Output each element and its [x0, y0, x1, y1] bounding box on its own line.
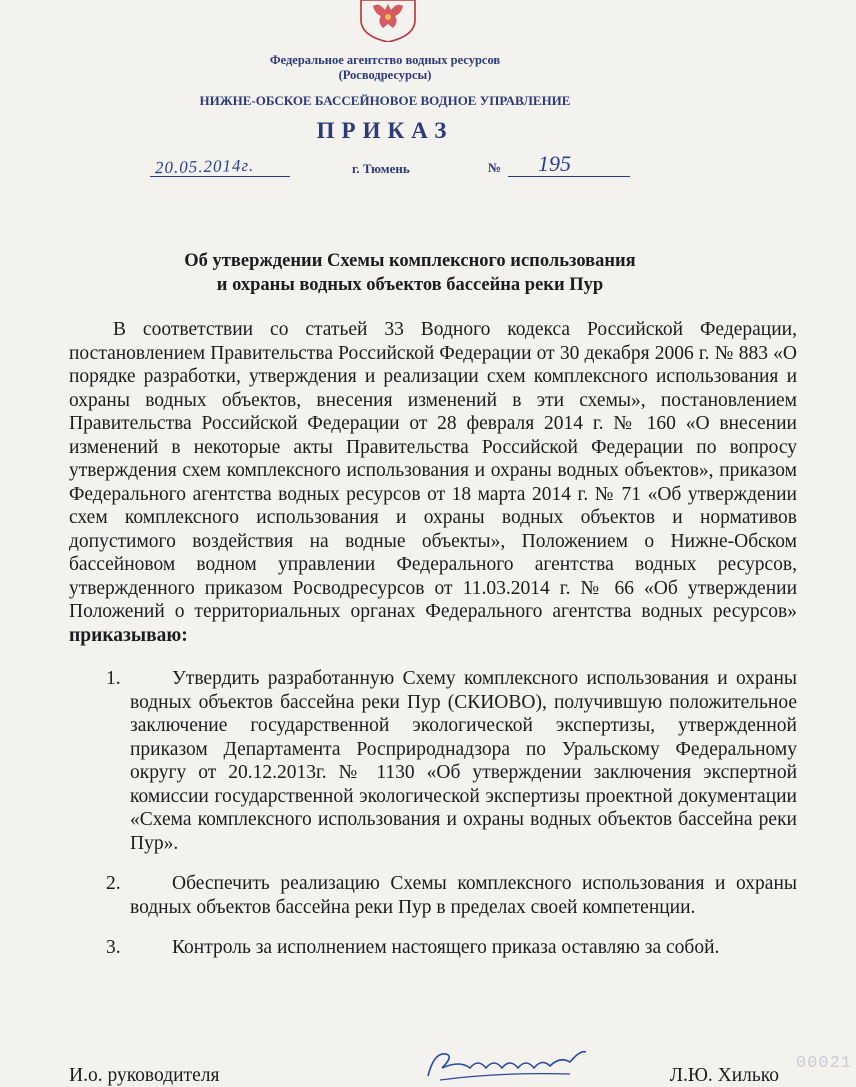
list-item: [69, 667, 797, 855]
item-text: Утвердить разработанную Схему комплексного использования и охраны водных объектов бассейна реки Пур (СКИОВО), получившую положительное заключение государственной экологической экспертизы, утвержденной приказом Департамента Росприроднадзора по Уральскому Федеральному округу от 20.12.2013г. № 1130 «Об утверждении заключения экспертной комиссии государственной экологической экспертизы проектной документации «Схема комплексного использования и охраны водных объектов бассейна реки Пур».: [130, 668, 797, 854]
coat-of-arms-emblem: [355, 0, 421, 42]
handwritten-number: 195: [538, 151, 571, 176]
number-label: №: [488, 160, 502, 175]
city-label: г. Тюмень: [352, 161, 410, 176]
agency-name: [240, 53, 530, 83]
item-number: 1.: [106, 668, 121, 689]
item-number: 2.: [106, 873, 121, 894]
document-body: [69, 318, 797, 977]
item-text: Контроль за исполнением настоящего приказа оставляю за собой.: [172, 937, 720, 958]
title-line: Об утверждении Схемы комплексного использования: [184, 251, 636, 271]
handwritten-signature: [420, 1046, 590, 1086]
signatory-name: Л.Ю. Хилько: [669, 1065, 779, 1086]
agency-name-line: Федеральное агентство водных ресурсов: [269, 53, 501, 67]
date-underline: [150, 176, 290, 177]
registration-stamp-number: 00021: [796, 1054, 853, 1073]
order-items-list: [69, 667, 797, 960]
document-title: [110, 249, 710, 297]
document-type-heading: ПРИКАЗ: [316, 118, 454, 143]
title-line: и охраны водных объектов бассейна реки Пур: [216, 275, 604, 295]
item-text: Обеспечить реализацию Схемы комплексного использования и охраны водных объектов бассейна реки Пур в пределах своей компетенции.: [130, 873, 797, 918]
item-number: 3.: [106, 937, 121, 958]
list-item: [69, 872, 797, 919]
agency-short-name: (Росводресурсы): [338, 68, 432, 82]
handwritten-date: 20.05.2014г.: [154, 155, 255, 178]
basin-office-name: НИЖНЕ-ОБСКОЕ БАССЕЙНОВОЕ ВОДНОЕ УПРАВЛЕНИЕ: [199, 93, 571, 108]
order-word: приказываю:: [69, 624, 188, 646]
list-item: [69, 936, 797, 960]
preamble-text: В соответствии со статьей 33 Водного кодекса Российской Федерации, постановлением Правительства Российской Федерации от 30 декабря 2006 г. № 883 «О порядке разработки, утверждения и реализации схем комплексного использования и охраны водных объектов, внесения изменений в эти схемы», постановлением Правительства Российской Федерации от 28 февраля 2014 г. № 160 «О внесении изменений в некоторые акты Правительства Российской Федерации по вопросу утверждения схем комплексного использования и охраны водных объектов», приказом Федерального агентства водных ресурсов от 18 марта 2014 г. № 71 «Об утверждении схем комплексного использования и охраны водных объектов и нормативов допустимого воздействия на водные объекты», Положением о Нижне-Обском бассейновом водном управлении Федерального агентства водных ресурсов, утвержденного приказом Росводресурсов от 11.03.2014 г. № 66 «Об утверждении Положений о территориальных органах Федерального агентства водных ресурсов»: [69, 319, 797, 622]
signatory-position: И.о. руководителя: [69, 1065, 220, 1086]
preamble-paragraph: [69, 318, 797, 647]
